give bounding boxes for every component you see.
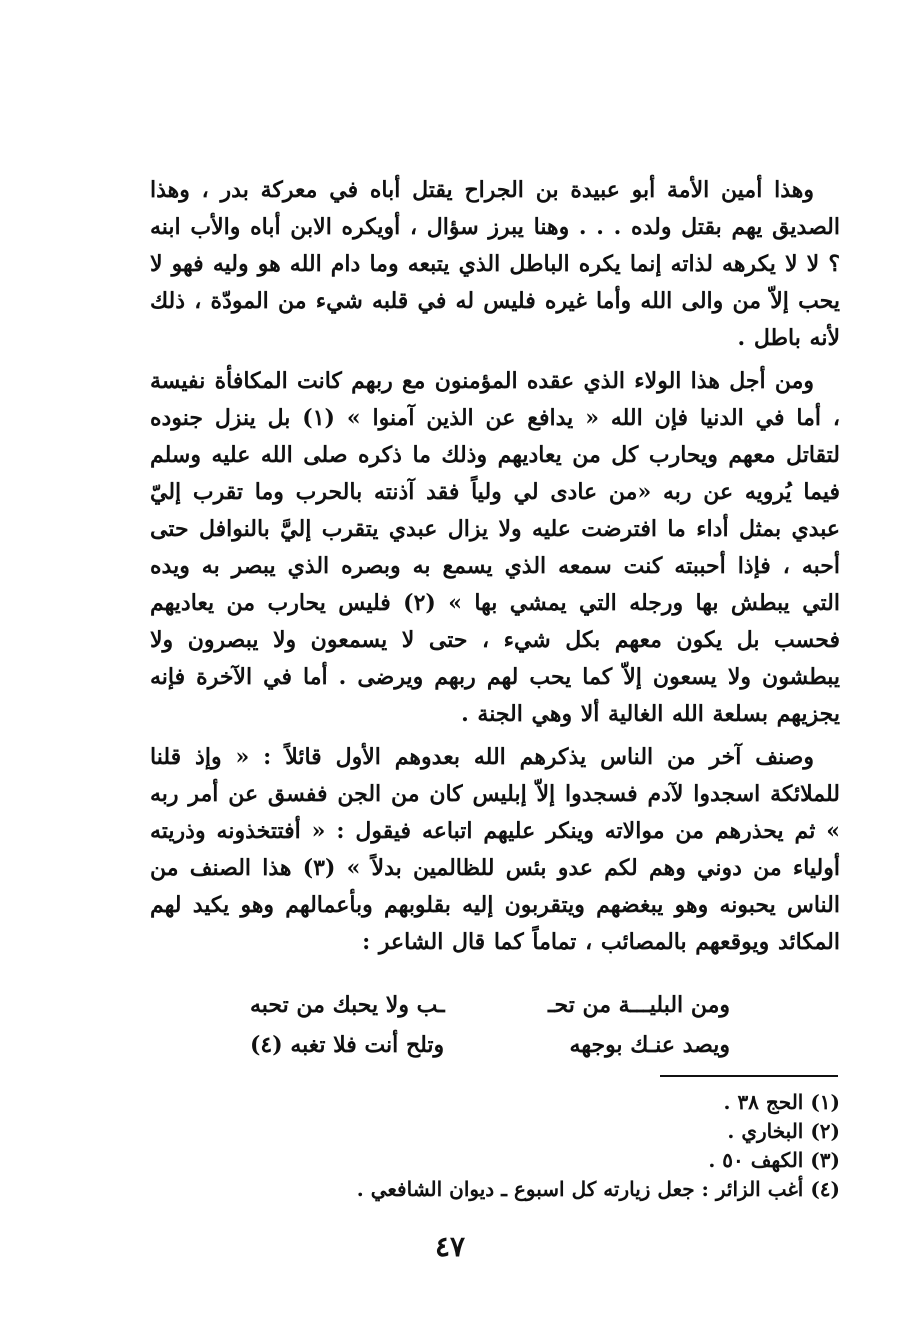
poem-second-hemistich: ـب ولا يحبك من تحبه: [250, 992, 445, 1018]
footnote: (٤) أغب الزائر : جعل زيارته كل اسبوع ـ ديوان الشافعي .: [356, 1177, 840, 1201]
paragraph: وصنف آخر من الناس يذكرهم الله بعدوهم الأول قائلاً : « وإذ قلنا للملائكة اسجدوا لآدم فسجدوا إلاّ إبليس كان من الجن ففسق عن أمر ربه » ثم يحذرهم من موالاته وينكر عليهم اتباعه فيقول : « أفتتخذونه وذريته أولياء من دوني وهم لكم عدو بئس للظالمين بدلاً » (٣) هذا الصنف من الناس يحبونه وهو يبغضهم ويتقربون إليه بقلوبهم وبأعمالهم وهو يكيد لهم المكائد ويوقعهم بالمصائب ، تماماً كما قال الشاعر :: [150, 744, 840, 955]
poem-second-hemistich: وتلح أنت فلا تغبه (٤): [250, 1032, 445, 1058]
paragraph: ومن أجل هذا الولاء الذي عقده المؤمنون مع ربهم كانت المكافأة نفيسة ، أما في الدنيا فإن الله « يدافع عن الذين آمنوا » (١) بل ينزل جنوده لتقاتل معهم ويحارب كل من يعاديهم وذلك ما ذكره صلى الله عليه وسلم فيما يُرويه عن ربه «من عادى لي ولياً فقد آذنته بالحرب وما تقرب إليّ عبدي بمثل أداء ما افترضت عليه ولا يزال عبدي يتقرب إليَّ بالنوافل حتى أحبه ، فإذا أحببته كنت سمعه الذي يسمع به وبصره الذي يبصر به ويده التي يبطش بها ورجله التي يمشي بها » (٢) فليس يحارب من يعاديهم فحسب بل يكون معهم بكل شيء ، حتى لا يسمعون ولا يبصرون ولا يبطشون ولا يسعون إلاّ كما يحب لهم ربهم ويرضى . أما في الآخرة فإنه يجزيهم بسلعة الله الغالية ألا وهي الجنة .: [150, 368, 840, 727]
footnote-divider: [660, 1075, 838, 1077]
footnote: (٣) الكهف ٥٠ .: [708, 1148, 840, 1172]
footnote: (١) الحج ٣٨ .: [723, 1090, 840, 1114]
page-number: ٤٧: [434, 1230, 466, 1263]
poem-verses: [250, 985, 730, 1065]
footnotes: [200, 1088, 840, 1204]
footnote: (٢) البخاري .: [727, 1119, 840, 1143]
poem-line: [250, 985, 730, 1025]
poem-line: [250, 1025, 730, 1065]
poem-first-hemistich: ويصد عنـك بوجهه: [569, 1032, 730, 1058]
paragraph: وهذا أمين الأمة أبو عبيدة بن الجراح يقتل أباه في معركة بدر ، وهذا الصديق يهم بقتل ولده . . . وهنا يبرز سؤال ، أويكره الابن أباه والأب ابنه ؟ لا لا يكرهه لذاته إنما يكره الباطل الذي يتبعه وما دام الله هو وليه فهو لا يحب إلاّ من والى الله وأما غيره فليس له في قلبه شيء من المودّة ، ذلك لأنه باطل .: [150, 177, 840, 351]
poem-first-hemistich: ومن البليـــة من تحـ: [548, 992, 730, 1018]
main-text: [150, 172, 840, 967]
